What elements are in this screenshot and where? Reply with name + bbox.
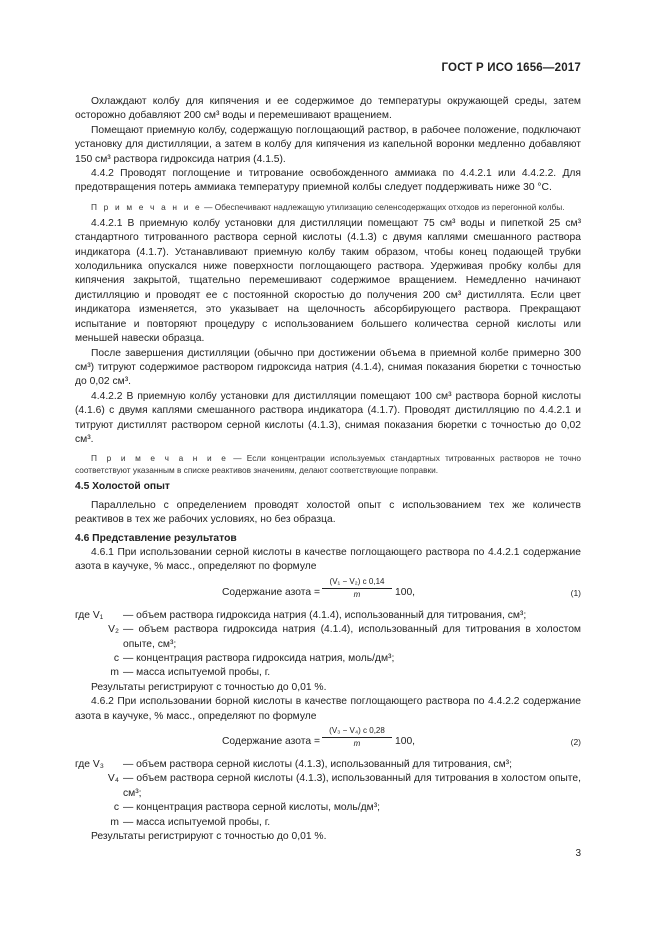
page-number: 3 [575,848,581,859]
formula-denominator: m [353,589,361,599]
formula-1 [75,577,581,607]
note-label: П р и м е ч а н и е [91,453,229,464]
note-label: П р и м е ч а н и е [91,201,202,212]
definition-desc: — концентрация раствора гидроксида натрия, моль/дм³; [123,653,395,664]
formula-rhs: 100, [395,736,416,748]
formula-fraction [322,726,392,749]
formula-rhs: 100, [395,586,416,598]
definition-desc: — объем раствора гидроксида натрия (4.1.4), использованный для титрования в холостом опыте, см³; [123,624,581,650]
paragraph: 4.6.1 При использовании серной кислоты в качестве поглощающего раствора по 4.4.2.1 содержание азота в каучуке, % масс., определяют по формуле [75,546,581,573]
definition-term: c [113,653,119,664]
paragraph: Результаты регистрируют с точностью до 0,01 %. [91,681,327,693]
definition-term: c [113,802,119,814]
formula-numerator: (V₃ − V₄) c 0,28 [322,726,392,738]
formula-lhs: Содержание азота = [222,586,320,598]
definition-desc: — объем раствора серной кислоты (4.1.3), использованный для титрования, см³; [123,759,512,771]
document-header: ГОСТ Р ИСО 1656—2017 [441,62,581,74]
paragraph: После завершения дистилляции (обычно при достижении объема в приемной колбе примерно 300 см³) титруют содержимое раствором гидроксида натрия (4.1.4), снимая показания бюретки с точностью до 0,02 см³. [75,347,581,388]
formula-numerator: (V₁ − V₂) c 0,14 [322,577,392,589]
formula-number: (1) [570,587,581,598]
paragraph: 4.4.2.2 В приемную колбу установки для дистилляции помещают 100 см³ раствора борной кислоты (4.1.6) с двумя каплями смешанного раствора индикатора (4.1.7). Проводят дистилляцию по 4.4.2.1 и титруют дистиллят раствором серной кислоты (4.1.3), снимая показания бюретки с точностью до 0,02 см³. [75,390,581,445]
definition-desc: — концентрация раствора серной кислоты, моль/дм³; [123,802,381,814]
note-text: — Если концентрации используемых стандартных титрованных растворов не точно соответствуют указанным в списке реактивов значениям, делают соответствующие поправки. [75,453,581,476]
paragraph: Помещают приемную колбу, содержащую поглощающий раствор, в рабочее положение, подключают установку для дистилляции, а затем в колбу для кипячения из капельной воронки медленно добавляют 150 см³ раствора гидроксида натрия (4.1.5). [75,124,581,165]
document-body [75,95,581,844]
definitions-list-2 [75,758,581,830]
definition-term: V₂ [108,624,119,636]
formula-fraction [322,577,392,600]
definition-item [75,816,581,830]
definition-desc: — масса испытуемой пробы, г. [123,816,271,828]
paragraph: Результаты регистрируют с точностью до 0,01 %. [91,831,327,843]
definition-desc: — объем раствора гидроксида натрия (4.1.4), использованный для титрования, см³; [123,609,527,621]
section-heading: 4.6 Представление результатов [75,532,237,544]
definition-item [75,666,581,680]
formula-2 [75,726,581,756]
definition-item [75,772,581,801]
definitions-list-1 [75,609,581,681]
formula-denominator: m [353,739,361,749]
paragraph: Охлаждают колбу для кипячения и ее содержимое до температуры окружающей среды, затем осторожно добавляют 200 см³ воды и перемешивают вращением. [75,96,581,122]
definition-desc: — объем раствора серной кислоты (4.1.3), использованный для титрования в холостом опыте, см³; [123,773,581,799]
formula-lhs: Содержание азота = [222,736,320,748]
definition-term: где V₃ [75,759,104,771]
note [75,201,581,213]
definition-item [75,609,581,623]
note [75,452,581,476]
definition-term: V₄ [107,773,119,785]
formula-number: (2) [570,737,581,748]
definition-desc: — масса испытуемой пробы, г. [123,667,271,679]
paragraph: 4.6.2 При использовании борной кислоты в качестве поглощающего раствора по 4.4.2.2 содержание азота в каучуке, % масс., определяют по формуле [75,696,581,722]
definition-term: m [110,667,119,679]
definition-item [75,652,581,666]
definition-term: m [110,816,119,828]
definition-item [75,758,581,772]
section-heading: 4.5 Холостой опыт [75,481,170,493]
definition-term: где V₁ [75,609,104,621]
paragraph: 4.4.2 Проводят поглощение и титрование освобожденного аммиака по 4.4.2.1 или 4.4.2.2. Для предотвращения потерь аммиака температуру приемной колбы следует поддерживать ниже 30 °С. [75,168,581,194]
note-text: — Обеспечивают надлежащую утилизацию селенсодержащих отходов из перегонной колбы. [201,201,565,212]
paragraph: Параллельно с определением проводят холостой опыт с использованием тех же количеств реактивов в тех же рабочих условиях, но без образца. [75,499,581,526]
definition-item [75,623,581,652]
definition-item [75,801,581,815]
paragraph: 4.4.2.1 В приемную колбу установки для дистилляции помещают 75 см³ воды и пипеткой 25 см³ стандартного титрованного раствора серной кислоты (4.1.3) с двумя каплями смешанного раствора индикатора (4.1.7). Устанавливают приемную колбу таким образом, чтобы конец подающей трубки холодильника опускался ниже поверхности поглощающего раствора. Удерживая пробку колбы для кипячения закрытой, тщательно перемешивают содержимое вращением. Немедленно начинают дистилляцию и проводят ее с постоянной скоростью до получения 200 см³ дистиллята. Если цвет индикатора изменяется, это указывает на щелочность абсорбирующего раствора. Прекращают испытание и повторяют процедуру с использованием большего количества серной кислоты или меньшей навески образца. [75,217,581,345]
